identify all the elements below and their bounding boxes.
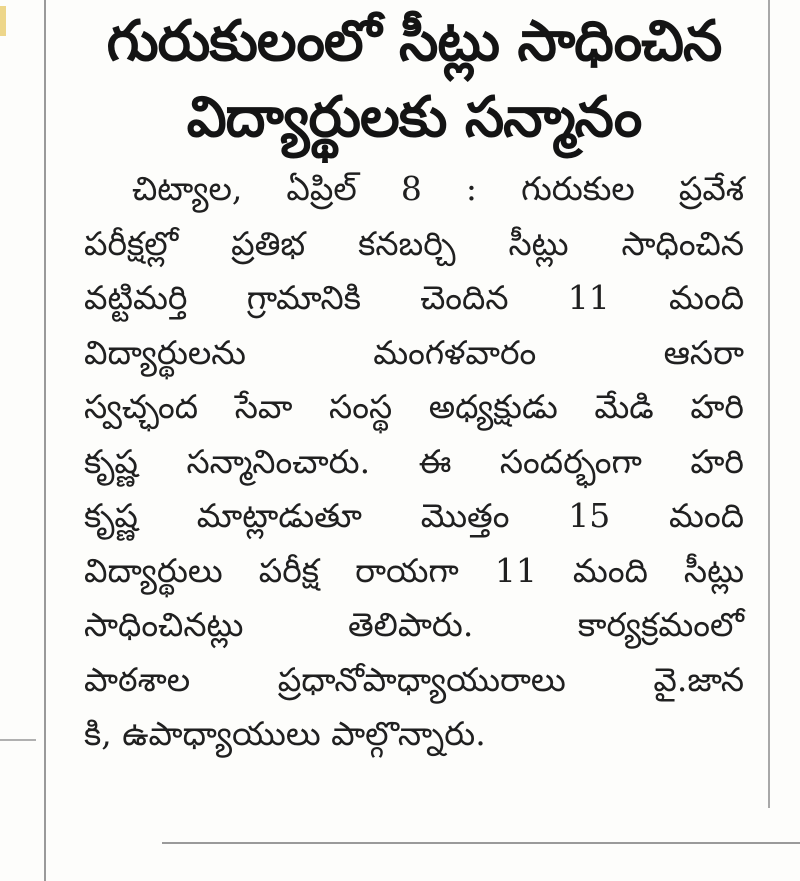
article-bottom-rule <box>162 842 800 844</box>
headline <box>84 4 744 156</box>
body-line: విద్యార్థులు పరీక్ష రాయగా 11 మంది సీట్లు <box>84 550 744 590</box>
body-line: పరీక్షల్లో ప్రతిభ కనబర్చి సీట్లు సాధించిన <box>84 223 744 263</box>
body-line: కి, ఉపాధ్యాయులు పాల్గొన్నారు. <box>84 714 486 753</box>
body-line: చిట్యాల, ఏప్రిల్ 8 : గురుకుల ప్రవేశ <box>132 169 744 208</box>
article-body <box>84 162 744 762</box>
news-article <box>84 4 744 762</box>
body-line: స్వచ్ఛంద సేవా సంస్థ అధ్యక్షుడు మేడి హరి <box>84 387 744 426</box>
adjacent-column-divider <box>0 739 36 741</box>
headline-line: విద్యార్థులకు సన్మానం <box>186 85 642 150</box>
column-rule-left <box>44 0 46 881</box>
body-line: కృష్ణ మాట్లాడుతూ మొత్తం 15 మంది <box>84 496 744 535</box>
body-line: సాధించినట్లు తెలిపారు. కార్యక్రమంలో <box>84 605 744 644</box>
column-rule-right <box>768 0 770 808</box>
headline-line: గురుకులంలో సీట్లు సాధించిన <box>106 9 722 74</box>
body-line: వట్టిమర్తి గ్రామానికి చెందిన 11 మంది <box>84 278 744 317</box>
adjacent-column-edge <box>0 6 6 36</box>
body-line: కృష్ణ సన్మానించారు. ఈ సందర్భంగా హరి <box>84 441 744 481</box>
body-line: విద్యార్థులను మంగళవారం ఆసరా <box>84 332 744 372</box>
body-line: పాఠశాల ప్రధానోపాధ్యాయురాలు వై.జాన <box>84 659 744 699</box>
